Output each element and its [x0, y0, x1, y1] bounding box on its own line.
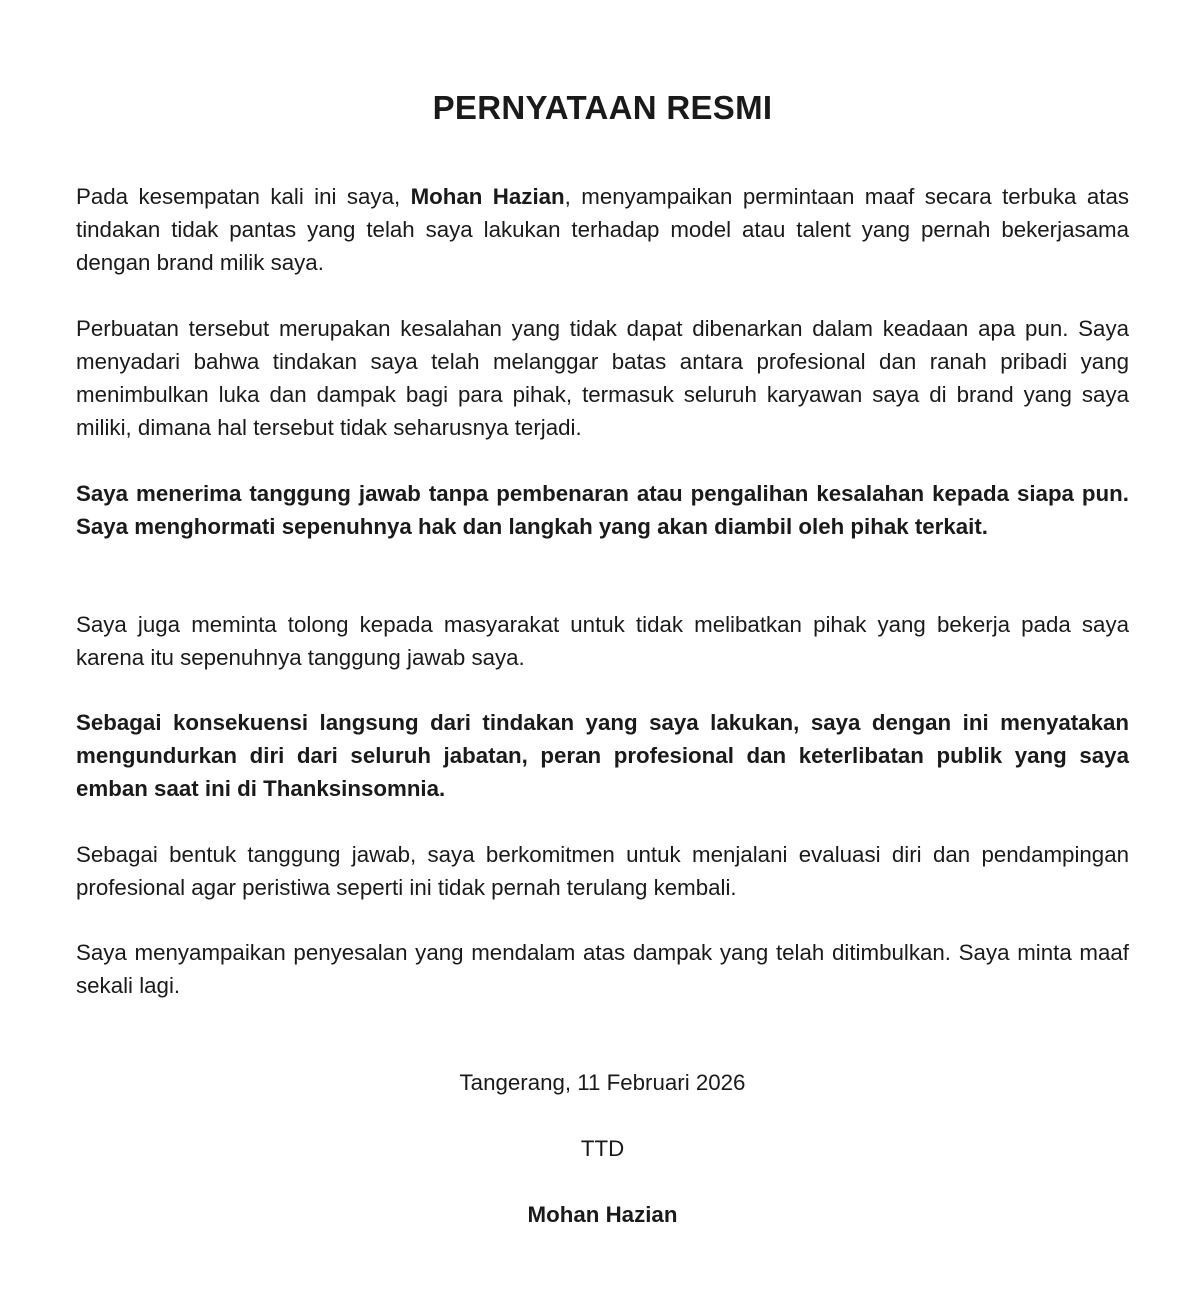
- paragraph-apology: [76, 180, 1129, 279]
- signer-name: Mohan Hazian: [527, 1202, 678, 1227]
- place-date: Tangerang, 11 Februari 2026: [459, 1070, 746, 1095]
- paragraph-acknowledgement: Perbuatan tersebut merupakan kesalahan yang tidak dapat dibenarkan dalam keadaan apa pun. Saya menyadari bahwa tindakan saya telah melanggar batas antara profesional dan ranah pribadi yang menimbulkan luka dan dampak bagi para pihak, termasuk seluruh karyawan saya di brand yang saya miliki, dimana hal tersebut tidak seharusnya terjadi.: [76, 316, 1129, 440]
- paragraph-commitment: Sebagai bentuk tanggung jawab, saya berkomitmen untuk menjalani evaluasi diri dan pendampingan profesional agar peristiwa seperti ini tidak pernah terulang kembali.: [76, 842, 1129, 900]
- author-name-inline: Mohan Hazian: [410, 184, 565, 209]
- document-title: PERNYATAAN RESMI: [432, 89, 773, 126]
- signature-ttd: TTD: [580, 1136, 625, 1161]
- paragraph-public-request: Saya juga meminta tolong kepada masyarakat untuk tidak melibatkan pihak yang bekerja pada saya karena itu sepenuhnya tanggung jawab saya.: [76, 612, 1129, 670]
- paragraph-apology-intro: Pada kesempatan kali ini saya,: [76, 184, 411, 209]
- paragraph-responsibility: Saya menerima tanggung jawab tanpa pembenaran atau pengalihan kesalahan kepada siapa pun. Saya menghormati sepenuhnya hak dan langkah yang akan diambil oleh pihak terkait.: [76, 481, 1129, 539]
- paragraph-apology-body: , menyampaikan permintaan maaf secara terbuka atas tindakan tidak pantas yang telah saya lakukan terhadap model atau talent yang pernah bekerjasama dengan brand milik saya.: [76, 184, 1129, 275]
- paragraph-resignation: Sebagai konsekuensi langsung dari tindakan yang saya lakukan, saya dengan ini menyatakan mengundurkan diri dari seluruh jabatan, peran profesional dan keterlibatan publik yang saya emban saat ini di Thanksinsomnia.: [76, 710, 1129, 801]
- paragraph-closing: Saya menyampaikan penyesalan yang mendalam atas dampak yang telah ditimbulkan. Saya minta maaf sekali lagi.: [76, 940, 1129, 998]
